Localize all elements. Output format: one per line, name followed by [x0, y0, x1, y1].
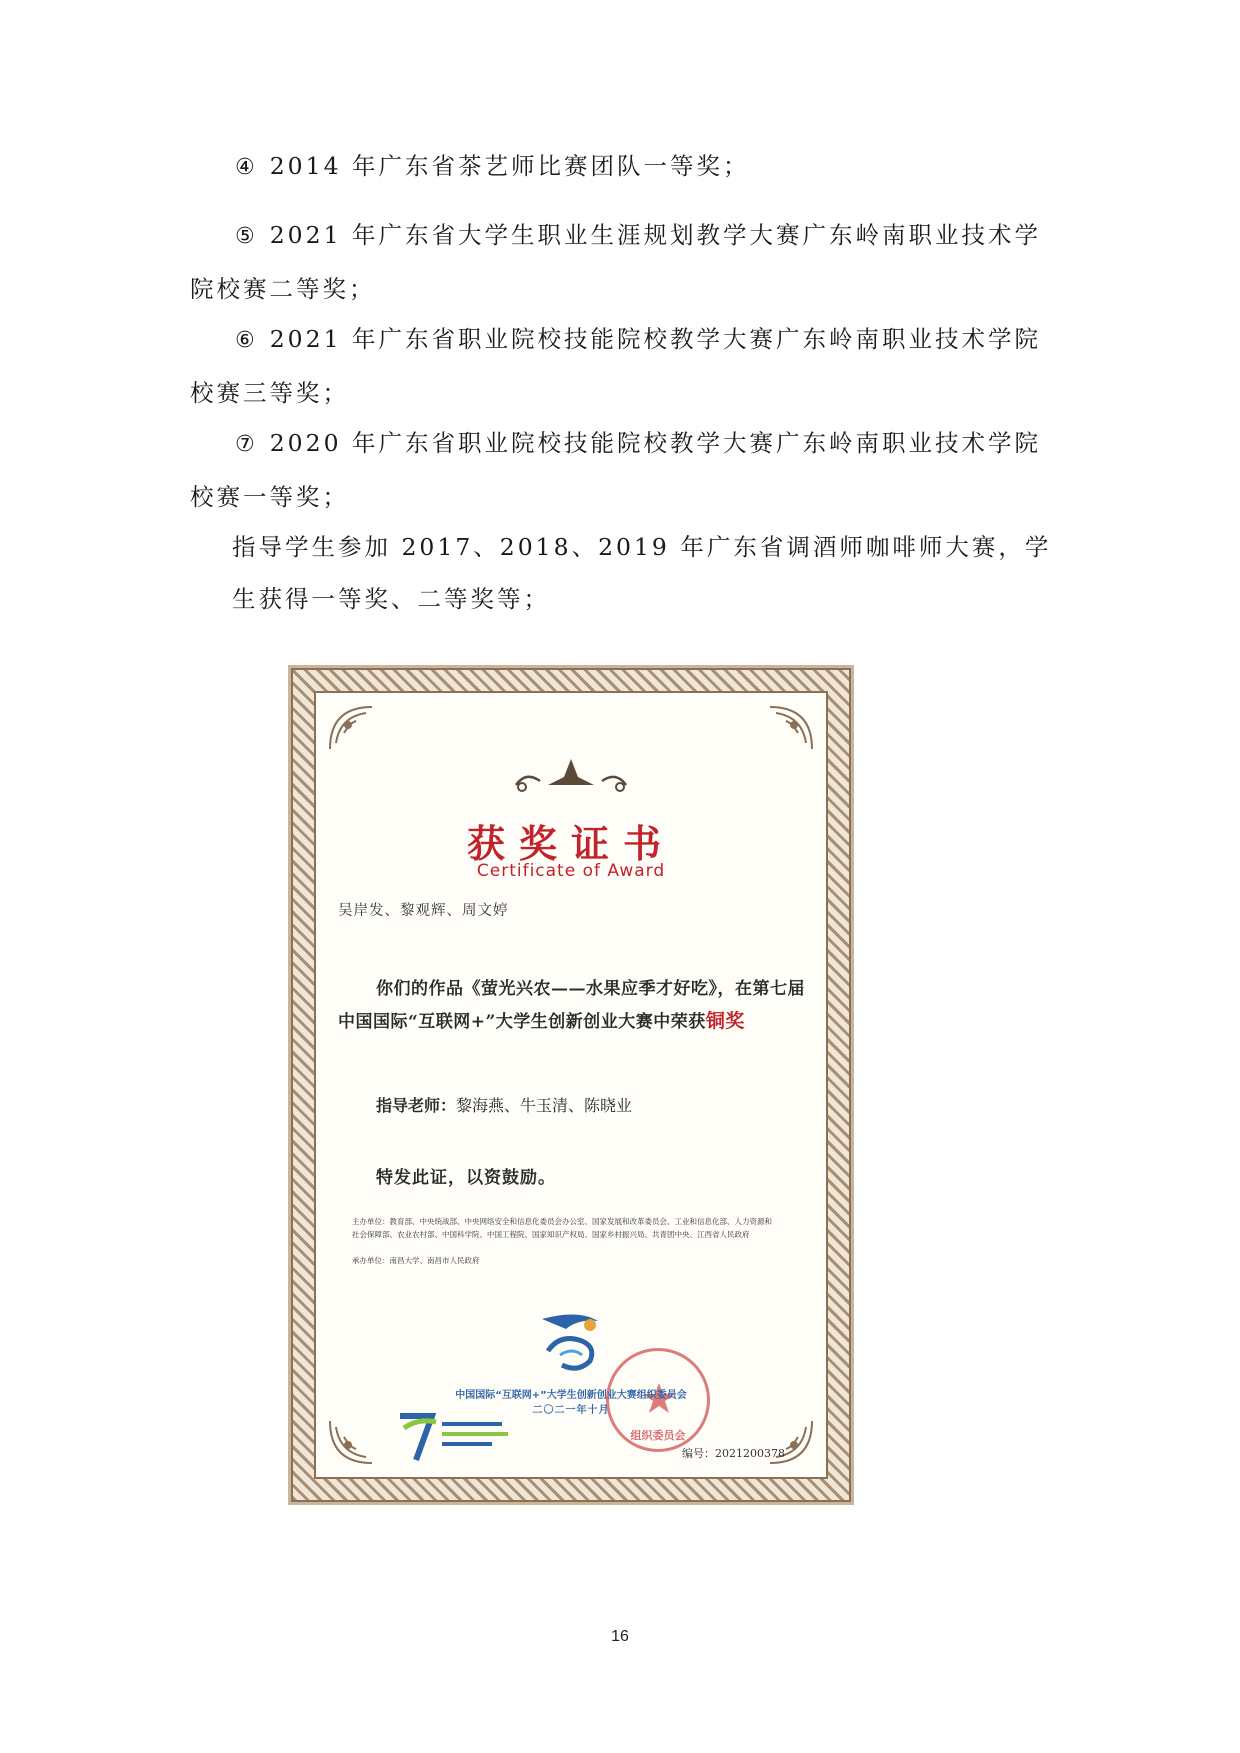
certificate-advisors	[376, 1093, 632, 1116]
list-marker: ⑤	[235, 224, 258, 249]
certificate-recipients: 吴岸发、黎观辉、周文婷	[338, 903, 509, 919]
paragraph-guidance: 指导学生参加 2017、2018、2019 年广东省调酒师咖啡师大赛，学生获得一等奖、二等奖等；	[232, 533, 1052, 613]
paragraph-award-6	[190, 313, 1050, 419]
certificate-date: 二〇二一年十月	[532, 1405, 610, 1416]
corner-ornament-icon	[326, 1417, 376, 1467]
paragraph-award-4	[190, 140, 1050, 194]
certificate-closing: 特发此证，以资鼓励。	[376, 1168, 556, 1188]
certificate-body	[338, 973, 808, 1038]
list-marker: ⑥	[235, 328, 258, 353]
certificate-award: 铜奖	[705, 1010, 745, 1032]
page-number: 16	[611, 1628, 629, 1645]
seal-text: 组织委员会	[630, 1429, 686, 1442]
list-marker: ④	[235, 155, 258, 180]
certificate-committee: 中国国际“互联网+”大学生创新创业大赛组织委员会	[455, 1390, 687, 1401]
paragraph-award-5	[190, 209, 1050, 315]
certificate-undertaker: 承办单位：南昌大学、南昌市人民政府	[352, 1256, 480, 1265]
paragraph-text: 2020 年广东省职业院校技能院校教学大赛广东岭南职业技术学院校赛一等奖；	[190, 429, 1042, 511]
event-seven-logo-icon	[396, 1408, 516, 1464]
certificate-organizers: 主办单位：教育部、中央统战部、中央网络安全和信息化委员会办公室、国家发展和改革委员会、工业和信息化部、人力资源和社会保障部、农业农村部、中国科学院、中国工程院、国家知识产权局、国家乡村振兴局、共青团中央、江西省人民政府	[352, 1217, 772, 1239]
advisor-label: 指导老师：	[376, 1096, 457, 1115]
paragraph-award-7	[190, 417, 1050, 523]
award-certificate-image	[288, 665, 854, 1505]
corner-ornament-icon	[766, 703, 816, 753]
advisor-names: 黎海燕、牛玉清、陈晓业	[456, 1096, 633, 1115]
certificate-serial: 编号：2021200378	[682, 1447, 785, 1460]
paragraph-text: 2014 年广东省茶艺师比赛团队一等奖；	[269, 152, 750, 180]
certificate-panel	[314, 691, 828, 1479]
crown-ornament-icon	[506, 755, 636, 795]
certificate-subtitle: Certificate of Award	[476, 861, 666, 881]
list-marker: ⑦	[235, 432, 258, 457]
paragraph-text: 2021 年广东省大学生职业生涯规划教学大赛广东岭南职业技术学院校赛二等奖；	[190, 221, 1042, 303]
certificate-body-text: 你们的作品《萤光兴农——水果应季才好吃》，在第七届中国国际“互联网+”大学生创新创业大赛中荣获	[338, 979, 805, 1032]
competition-logo-icon	[538, 1311, 608, 1377]
corner-ornament-icon	[326, 703, 376, 753]
paragraph-text: 2021 年广东省职业院校技能院校教学大赛广东岭南职业技术学院校赛三等奖；	[190, 325, 1042, 407]
certificate-title: 获奖证书	[466, 821, 675, 866]
